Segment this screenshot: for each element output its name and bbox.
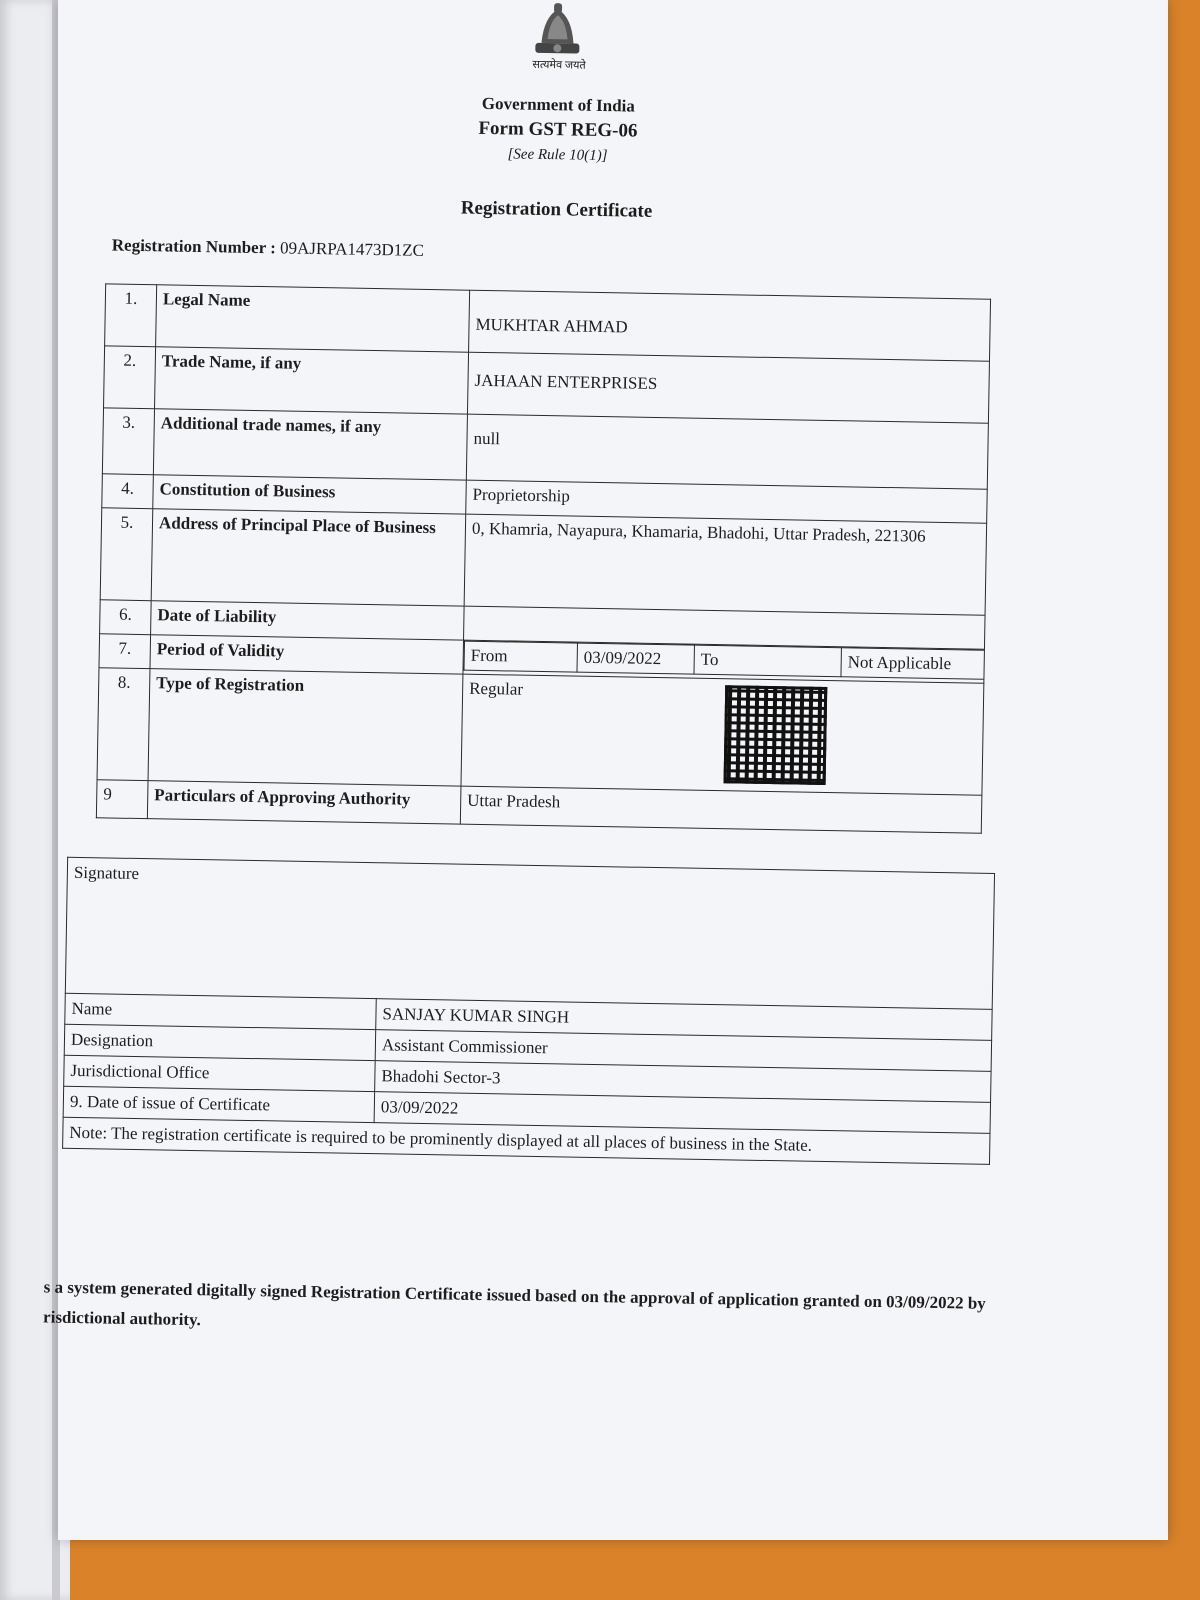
display-note: Note: The registration certificate is required to be prominently displayed at all places of business in the State.	[63, 1117, 990, 1164]
validity-to-label: To	[694, 645, 841, 677]
table-row	[100, 508, 986, 615]
table-row	[97, 668, 984, 795]
row-value: 0, Khamria, Nayapura, Khamaria, Bhadohi, Uttar Pradesh, 221306	[464, 514, 987, 615]
issue-date-value: 03/09/2022	[374, 1092, 990, 1134]
row-number: 9	[96, 780, 148, 819]
row-label: Trade Name, if any	[155, 347, 469, 414]
designation-label: Designation	[64, 1024, 375, 1060]
issue-date-label: 9. Date of issue of Certificate	[63, 1086, 374, 1122]
row-value: Uttar Pradesh	[460, 786, 982, 833]
row-number: 6.	[100, 600, 152, 635]
row-value: MUKHTAR AHMAD	[469, 290, 991, 361]
form-heading: Form GST REG-06	[478, 117, 638, 142]
registration-number	[112, 235, 424, 260]
row-label: Address of Principal Place of Business	[151, 509, 466, 606]
registration-type-cell	[461, 674, 984, 795]
row-label: Legal Name	[156, 285, 470, 352]
row-label: Type of Registration	[148, 669, 463, 786]
registration-number-value: 09AJRPA1473D1ZC	[279, 238, 425, 260]
row-label: Particulars of Approving Authority	[147, 781, 461, 824]
validity-from-date: 03/09/2022	[577, 643, 694, 674]
row-number: 8.	[97, 668, 150, 781]
officer-name-label: Name	[65, 993, 376, 1029]
government-heading: Government of India	[481, 93, 636, 116]
row-number: 4.	[102, 474, 154, 509]
rule-reference: [See Rule 10(1)]	[507, 146, 608, 165]
row-value: Proprietorship	[466, 480, 988, 523]
row-number: 3.	[102, 408, 154, 475]
row-label: Additional trade names, if any	[153, 409, 467, 480]
officer-name: SANJAY KUMAR SINGH	[376, 999, 992, 1041]
row-label: Constitution of Business	[153, 475, 467, 514]
row-number: 5.	[100, 508, 153, 601]
validity-to-date: Not Applicable	[841, 648, 984, 679]
motto: सत्यमेव जयते	[532, 58, 586, 72]
row-number: 1.	[105, 284, 157, 347]
approving-authority-table	[62, 857, 995, 1165]
registration-number-label: Registration Number :	[111, 235, 277, 258]
office-value: Bhadohi Sector-3	[375, 1061, 991, 1103]
designation-value: Assistant Commissioner	[375, 1030, 991, 1072]
registration-details-table	[96, 283, 991, 833]
row-number: 2.	[104, 346, 156, 409]
row-number: 7.	[99, 634, 151, 669]
system-generated-note: s a system generated digitally signed Registration Certificate issued based on the approval of application granted on 03/09/2022 by risdictional authority.	[42, 1277, 986, 1330]
row-value: null	[466, 414, 988, 489]
signature-label: Signature	[65, 857, 994, 1009]
qr-code-icon	[724, 685, 828, 785]
certificate-title: Registration Certificate	[460, 197, 653, 222]
office-label: Jurisdictional Office	[64, 1055, 375, 1091]
validity-from-label: From	[464, 641, 577, 672]
national-emblem-icon	[527, 0, 588, 60]
registration-type-value: Regular	[469, 678, 524, 699]
certificate-page	[42, 0, 1168, 1540]
row-value: JAHAAN ENTERPRISES	[467, 352, 989, 423]
row-label: Date of Liability	[151, 601, 465, 640]
row-label: Period of Validity	[150, 635, 464, 674]
